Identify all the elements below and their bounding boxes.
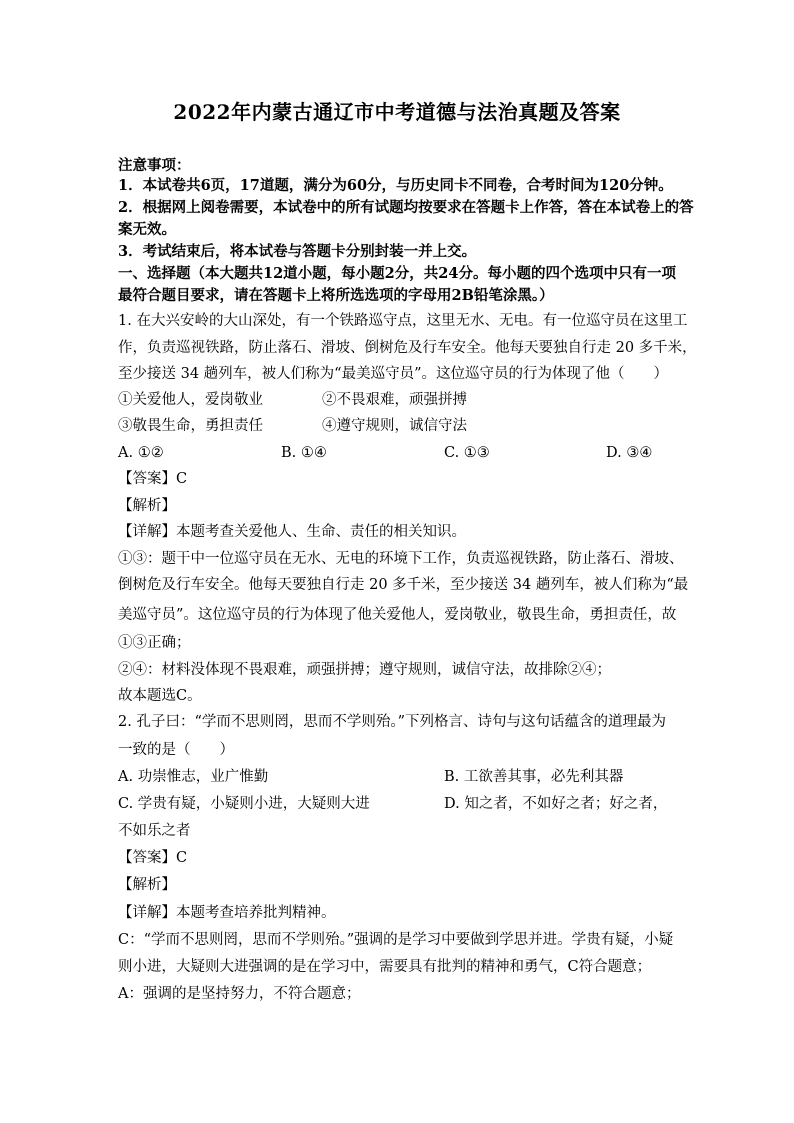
q2-option: C. 学贵有疑，小疑则小进，大疑则大进 xyxy=(118,796,370,812)
q2-option: D. 知之者，不如好之者；好之者， xyxy=(444,796,668,812)
notice-item: 1．本试卷共6页，17道题，满分为60分，与历史同卡不同卷，合考时间为120分钟。 xyxy=(118,177,673,194)
notice-item: 3．考试结束后，将本试卷与答题卡分别封装一并上交。 xyxy=(118,243,477,260)
q1-detail: 倒树危及行车安全。他每天要独自行走 20 多千米，至少接送 34 趟列车，被人们称为“最 xyxy=(118,577,689,593)
q1-stem: 1. 在大兴安岭的大山深处，有一个铁路巡守点，这里无水、无电。有一位巡守员在这里工 xyxy=(118,313,688,329)
q1-option: A. ①② xyxy=(118,445,164,461)
q1-detail: ②④：材料没体现不畏艰难，顽强拼搏；遵守规则，诚信守法，故排除②④； xyxy=(118,662,611,678)
q2-stem: 2. 孔子曰：“学而不思则罔，思而不学则殆。”下列格言、诗句与这句话蕴含的道理最为 xyxy=(118,714,667,730)
q1-detail: 故本题选C。 xyxy=(118,688,202,704)
section-heading: 最符合题目要求，请在答题卡上将所选选项的字母用2B铅笔涂黑。） xyxy=(118,287,554,304)
q2-stem: 一致的是（ ） xyxy=(118,742,234,758)
q1-stem: 作，负责巡视铁路，防止落石、滑坡、倒树危及行车安全。他每天要独自行走 20 多千米， xyxy=(118,340,697,356)
q1-detail: ①③：题干中一位巡守员在无水、无电的环境下工作，负责巡视铁路，防止落石、滑坡、 xyxy=(118,551,684,567)
q1-detail: ①③正确； xyxy=(118,635,191,651)
q2-detail: C：“学而不思则罔，思而不学则殆。”强调的是学习中要做到学思并进。学贵有疑，小疑 xyxy=(118,932,674,948)
section-heading: 一、选择题（本大题共12道小题，每小题2分，共24分。每小题的四个选项中只有一项 xyxy=(118,265,676,282)
q1-analysis-label: 【解析】 xyxy=(118,498,176,514)
q1-statement: ③敬畏生命，勇担责任 xyxy=(118,418,263,434)
q1-statement: ②不畏艰难，顽强拼搏 xyxy=(322,392,467,408)
q2-answer: 【答案】C xyxy=(118,850,188,866)
notice-heading: 注意事项： xyxy=(118,157,191,174)
q2-detail: A：强调的是坚持努力，不符合题意； xyxy=(118,986,361,1002)
q1-detail: 【详解】本题考查关爱他人、生命、责任的相关知识。 xyxy=(118,524,466,540)
q1-answer: 【答案】C xyxy=(118,471,188,487)
q2-detail: 则小进，大疑则大进强调的是在学习中，需要具有批判的精神和勇气，C符合题意； xyxy=(118,959,652,975)
notice-item: 案无效。 xyxy=(118,221,176,238)
q2-detail: 【详解】本题考查培养批判精神。 xyxy=(118,905,336,921)
page-title: 2022年内蒙古通辽市中考道德与法治真题及答案 xyxy=(173,100,621,124)
q1-option: D. ③④ xyxy=(606,445,653,461)
q1-option: B. ①④ xyxy=(281,445,327,461)
q1-detail: 美巡守员”。这位巡守员的行为体现了他关爱他人，爱岗敬业，敬畏生命，勇担责任，故 xyxy=(118,607,677,623)
q2-option: A. 功崇惟志，业广惟勤 xyxy=(118,769,269,785)
q2-analysis-label: 【解析】 xyxy=(118,877,176,893)
q2-option-d-continued: 不如乐之者 xyxy=(118,823,191,839)
q2-option: B. 工欲善其事，必先利其器 xyxy=(444,769,624,785)
q1-option: C. ①③ xyxy=(444,445,490,461)
q1-stem: 至少接送 34 趟列车，被人们称为“最美巡守员”。这位巡守员的行为体现了他（ ） xyxy=(118,366,668,382)
q1-statement: ④遵守规则，诚信守法 xyxy=(322,418,467,434)
q1-statement: ①关爱他人，爱岗敬业 xyxy=(118,392,263,408)
notice-item: 2．根据网上阅卷需要，本试卷中的所有试题均按要求在答题卡上作答，答在本试卷上的答 xyxy=(118,199,694,216)
